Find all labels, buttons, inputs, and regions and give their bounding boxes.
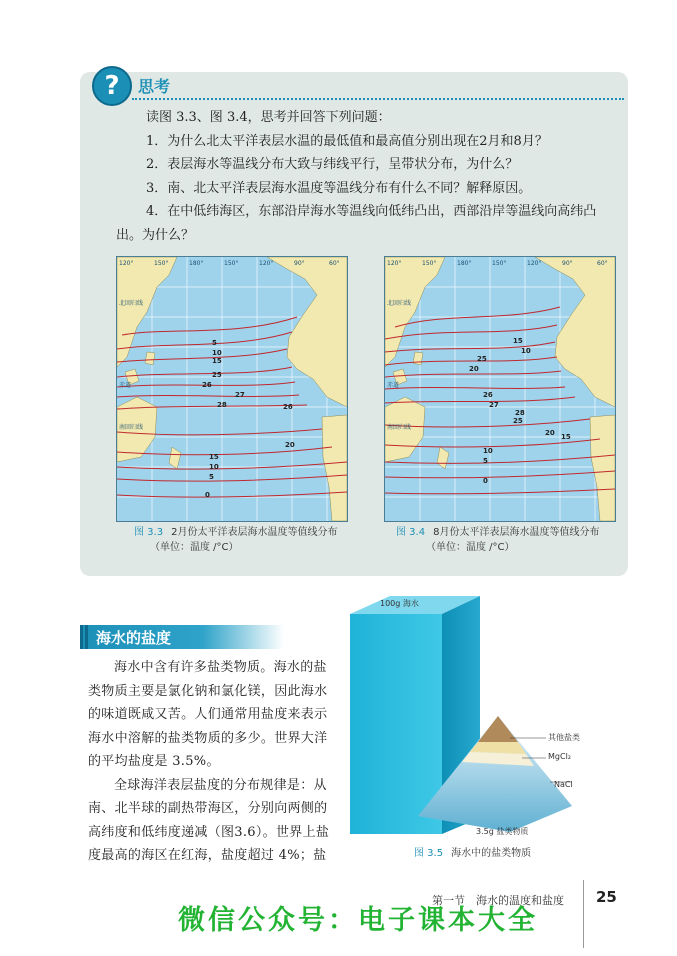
svg-text:120°: 120°	[387, 260, 402, 267]
svg-text:90°: 90°	[294, 260, 305, 267]
svg-text:120°: 120°	[119, 260, 134, 267]
svg-text:90°: 90°	[562, 260, 573, 267]
think-questions	[116, 106, 616, 247]
svg-text:10: 10	[483, 447, 493, 455]
body-line: 的味道既咸又苦。人们通常用盐度来表示	[88, 707, 328, 722]
fig-caption-text: 2月份太平洋表层海水温度等值线分布	[171, 527, 338, 538]
footer-divider	[583, 880, 584, 948]
svg-text:120°: 120°	[259, 260, 274, 267]
map-figure-3-3	[116, 256, 348, 522]
svg-text:赤道: 赤道	[119, 382, 132, 389]
svg-text:15: 15	[209, 453, 219, 461]
svg-text:20: 20	[285, 441, 295, 449]
body-line: 全球海洋表层盐度的分布规律是：从	[114, 777, 327, 793]
svg-text:150°: 150°	[224, 260, 239, 267]
body-line: 类物质主要是氯化钠和氯化镁，因此海水	[88, 683, 328, 699]
fig-number: 图 3.4	[396, 527, 426, 538]
map-3-3-caption	[134, 525, 337, 555]
svg-text:27: 27	[489, 401, 499, 409]
think-divider	[132, 98, 624, 100]
think-intro: 读图 3.3、图 3.4，思考并回答下列问题：	[146, 110, 391, 125]
map-figure-3-4	[384, 256, 616, 522]
fig-unit: （单位：温度 /°C）	[426, 542, 515, 553]
section-body	[88, 656, 350, 868]
body-line: 度最高的海区在红海，盐度超过 4%；盐	[88, 848, 327, 863]
body-line: 海水中含有许多盐类物质。海水的盐	[114, 660, 327, 675]
question-2: 2．表层海水等温线分布大致与纬线平行，呈带状分布，为什么？	[146, 157, 519, 172]
svg-text:28: 28	[217, 401, 227, 409]
watermark-text: 微信公众号：电子课本大全	[178, 905, 538, 936]
svg-text:25: 25	[212, 371, 222, 379]
svg-text:0: 0	[205, 491, 210, 499]
svg-text:0: 0	[483, 477, 488, 485]
svg-text:120°: 120°	[527, 260, 542, 267]
svg-text:25: 25	[513, 417, 523, 425]
svg-text:27: 27	[235, 391, 245, 399]
map-3-4-graphic	[385, 257, 615, 521]
svg-text:5: 5	[209, 473, 214, 481]
nacl-label: NaCl	[554, 780, 573, 789]
question-4-continued: 出。为什么？	[116, 227, 195, 243]
salt-mass-label: 3.5g 盐类物质	[476, 827, 529, 836]
svg-text:10: 10	[209, 463, 219, 471]
svg-text:赤道: 赤道	[387, 382, 400, 389]
svg-text:15: 15	[513, 337, 523, 345]
body-line: 海水中溶解的盐类物质的多少。世界大洋	[88, 730, 328, 746]
svg-text:北回归线: 北回归线	[119, 300, 144, 307]
svg-text:南回归线: 南回归线	[119, 424, 144, 431]
svg-text:10: 10	[212, 349, 222, 357]
question-mark-icon: ?	[92, 66, 132, 106]
svg-text:10: 10	[521, 347, 531, 355]
svg-text:150°: 150°	[422, 260, 437, 267]
question-1: 1．为什么北太平洋表层水温的最低值和最高值分别出现在2月和8月？	[146, 133, 548, 149]
svg-text:5: 5	[212, 339, 217, 347]
svg-text:26: 26	[283, 403, 293, 411]
svg-text:60°: 60°	[597, 260, 608, 267]
svg-text:20: 20	[469, 365, 479, 373]
svg-text:28: 28	[515, 409, 525, 417]
seawater-salt-illustration	[350, 596, 580, 846]
mgcl2-label: MgCl₂	[548, 752, 571, 761]
map-3-3-graphic	[117, 257, 347, 521]
svg-text:26: 26	[202, 381, 212, 389]
figure-3-5-caption	[414, 844, 531, 859]
fig-unit: （单位：温度 /°C）	[150, 542, 239, 553]
think-title: 思考	[138, 77, 171, 96]
section-title: 海水的盐度	[96, 629, 172, 647]
question-4: 4．在中低纬海区，东部沿岸海水等温线向低纬凸出，西部沿岸等温线向高纬凸	[146, 204, 597, 219]
svg-text:180°: 180°	[457, 260, 472, 267]
svg-text:南回归线: 南回归线	[387, 424, 412, 431]
svg-text:5: 5	[483, 457, 488, 465]
fig-number: 图 3.3	[134, 527, 164, 538]
svg-text:25: 25	[477, 355, 487, 363]
svg-text:20: 20	[545, 429, 555, 437]
svg-text:150°: 150°	[154, 260, 169, 267]
body-line: 的平均盐度是 3.5%。	[88, 754, 220, 769]
svg-text:150°: 150°	[492, 260, 507, 267]
svg-text:60°: 60°	[329, 260, 340, 267]
page-number: 25	[596, 888, 617, 906]
footer-section-title: 第一节 海水的温度和盐度	[432, 894, 564, 907]
svg-text:180°: 180°	[189, 260, 204, 267]
other-salts-label: 其他盐类	[548, 733, 580, 742]
fig-caption-text: 海水中的盐类物质	[451, 848, 532, 859]
svg-text:北回归线: 北回归线	[387, 300, 412, 307]
fig-caption-text: 8月份太平洋表层海水温度等值线分布	[433, 527, 600, 538]
section-marker-icon	[80, 625, 88, 649]
seawater-mass-label: 100g 海水	[380, 599, 419, 608]
question-3: 3．南、北太平洋表层海水温度等温线分布有什么不同？解释原因。	[146, 180, 532, 196]
svg-text:15: 15	[212, 357, 222, 365]
fig-number: 图 3.5	[414, 848, 444, 859]
svg-text:26: 26	[483, 391, 493, 399]
map-3-4-caption	[396, 525, 599, 555]
svg-text:15: 15	[561, 433, 571, 441]
body-line: 南、北半球的副热带海区，分别向两侧的	[88, 801, 328, 816]
figure-3-5	[350, 596, 580, 856]
body-line: 高纬度和低纬度递减（图3.6）。世界上盐	[88, 824, 330, 840]
